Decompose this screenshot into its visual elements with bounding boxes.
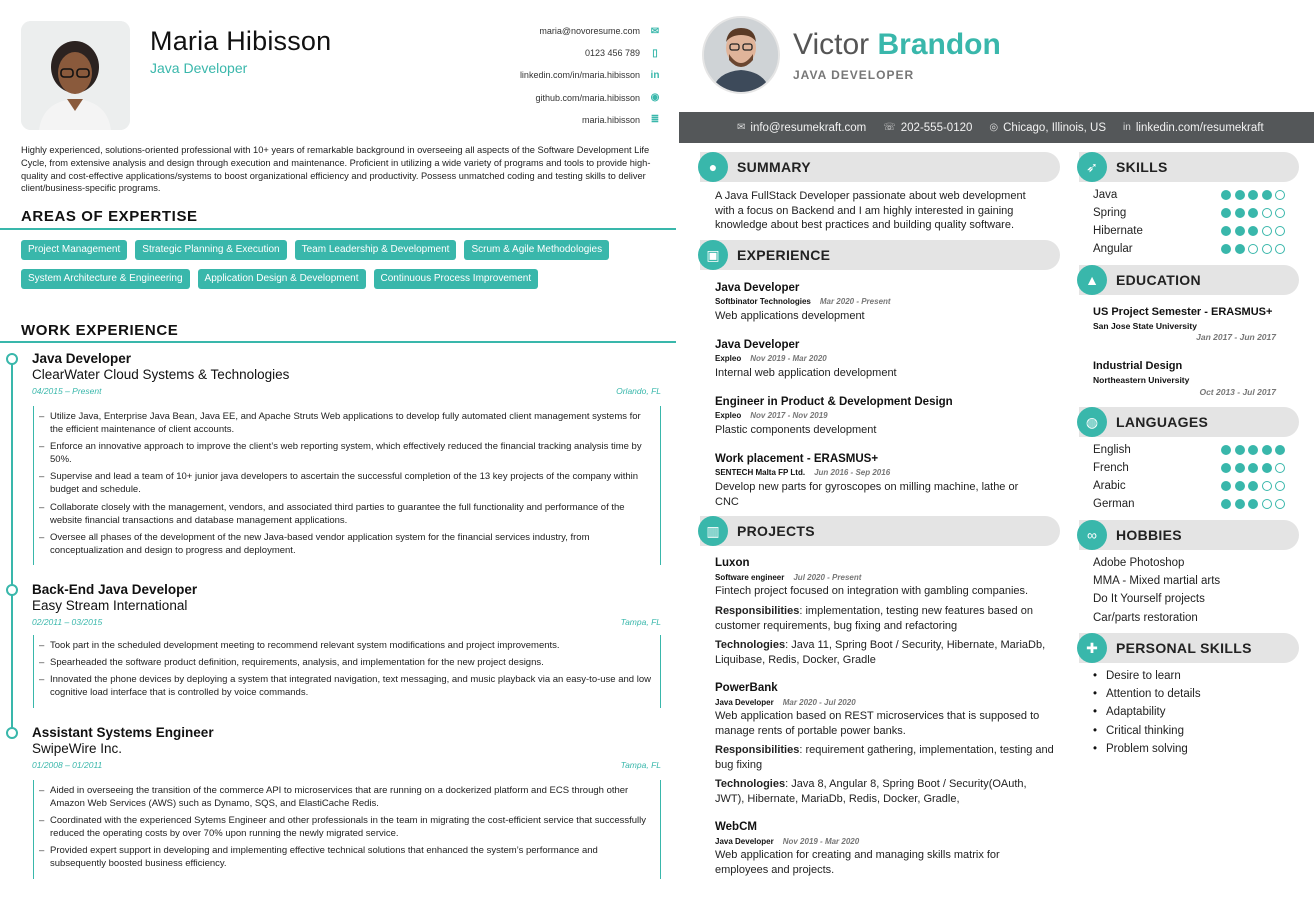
experience-company: SENTECH Malta FP Ltd. [715,468,806,477]
experience-company: Softbinator Technologies [715,297,811,306]
language-rating [1218,463,1285,473]
profile-photo [702,16,780,94]
timeline-dot [6,727,18,739]
rating-dot-filled [1235,244,1245,254]
experience-section-header [700,240,1060,270]
language-name: French [1093,462,1129,474]
rating-dot-filled [1248,463,1258,473]
puzzle-icon: ✚ [1077,633,1107,663]
personal-skill-item: • Attention to details [1093,685,1293,703]
project-dates: Mar 2020 - Jul 2020 [782,698,856,707]
rating-dot-filled [1262,445,1272,455]
expertise-tag: Application Design & Development [198,269,366,289]
education-school: San Jose State University [1093,321,1197,331]
language-name: German [1093,498,1135,510]
project-meta [715,698,856,707]
job-bullets [33,635,661,708]
project-desc: Web application for creating and managing skills matrix for employees and projects. [715,849,1000,876]
expertise-row-2 [21,269,671,289]
expertise-tag: Continuous Process Improvement [374,269,539,289]
skill-rating [1218,244,1285,254]
experience-meta [715,297,891,306]
job-bullets [33,780,661,879]
contact-linkedin[interactable] [1123,122,1264,134]
skill-name: Spring [1093,207,1127,219]
bicycle-icon: ∞ [1077,520,1107,550]
skill-rating [1218,226,1285,236]
job-bullets [33,406,661,565]
project-technologies [715,638,1055,667]
location-icon: ◎ [989,122,999,133]
contact-phone[interactable] [883,122,972,134]
rating-dot-filled [1262,190,1272,200]
job-company: SwipeWire Inc. [32,741,123,756]
project-name: PowerBank [715,682,778,694]
experience-meta [715,411,828,420]
skill-name: Angular [1093,243,1133,255]
project-role: Software engineer [715,573,785,582]
rating-dot-empty [1262,208,1272,218]
experience-title: Engineer in Product & Development Design [715,396,953,408]
experience-meta [715,354,827,363]
contact-stackoverflow-text: maria.hibisson [581,114,640,125]
personal-skill-item: • Desire to learn [1093,667,1293,685]
github-icon: ◉ [650,92,660,104]
section-title: EXPERIENCE [737,247,831,263]
job-bullet: – Aided in overseeing the transition of the commerce API to microservices that are running on a dockerized platform and ECS through other Amazon Web Services (AWS) such as Dynamo, SQS, and ElastiCache Redis. [50,784,654,810]
summary-text: Highly experienced, solutions-oriented professional with 10+ years of remarkable background in overseeing all aspects of the Software Development Life Cycle, from extensive analysis and design through execution and maintenance. Proficient in utilizing a wide variety of programs and tools to provide high-quality and cost-effective applications/systems to boost organizational efficiency and productivity. Possess unmatched coding and testing skills to deliver client/business-specific programs. [21,145,651,194]
skill-rating [1218,190,1285,200]
job-bullet: – Innovated the phone devices by deploying a system that integrated navigation, text messaging, and music playback via an easy-to-use and low cognitive load interface that is controlled by voice commands. [50,673,654,699]
timeline-line [11,360,13,738]
project-meta [715,837,859,846]
education-dates: Jan 2017 - Jun 2017 [1196,332,1276,342]
job-title: Assistant Systems Engineer [32,725,214,740]
experience-company: Expleo [715,411,742,420]
linkedin-icon: in [650,69,660,81]
rating-dot-empty [1262,481,1272,491]
rating-dot-filled [1262,463,1272,473]
rating-dot-filled [1221,226,1231,236]
education-dates: Oct 2013 - Jul 2017 [1199,387,1276,397]
briefcase-icon: ▣ [698,240,728,270]
language-row [1093,495,1285,513]
responsibilities-label: Responsibilities [715,605,800,617]
expertise-tag: System Architecture & Engineering [21,269,190,289]
phone-icon: ☏ [883,122,896,133]
rating-dot-filled [1235,445,1245,455]
rating-dot-filled [1235,463,1245,473]
project-responsibilities [715,743,1055,772]
expertise-heading: AREAS OF EXPERTISE [21,208,198,225]
job-location: Orlando, FL [616,386,661,396]
language-name: Arabic [1093,480,1126,492]
personal-skills-section-header [1079,633,1299,663]
contact-email-text: info@resumekraft.com [750,121,867,134]
hobby-item: Do It Yourself projects [1093,593,1205,606]
contact-stackoverflow[interactable] [442,109,662,131]
last-name: Brandon [877,28,1001,61]
education-title: Industrial Design [1093,360,1183,372]
hobbies-section-header [1079,520,1299,550]
rating-dot-empty [1262,499,1272,509]
rating-dot-empty [1275,244,1285,254]
rating-dot-filled [1248,499,1258,509]
job-dates: 02/2011 – 03/2015 [32,617,103,627]
first-name: Victor [793,28,870,61]
expertise-rule [0,228,676,230]
experience-dates: Mar 2020 - Present [819,297,891,306]
experience-dates: Jun 2016 - Sep 2016 [814,468,891,477]
section-title: LANGUAGES [1116,414,1209,430]
skill-row [1093,204,1285,222]
rating-dot-filled [1221,499,1231,509]
technologies-text: : Java 11, Spring Boot / Security, Hibernate, MariaDb, Liquibase, Redis, Docker, Gradle [715,639,1046,666]
profile-photo [21,21,130,130]
skills-section-header [1079,152,1299,182]
linkedin-icon: in [1123,122,1131,133]
section-title: PROJECTS [737,523,815,539]
language-row [1093,459,1285,477]
right-resume [679,0,1314,898]
rating-dot-empty [1262,244,1272,254]
rating-dot-filled [1235,190,1245,200]
job-bullet: – Spearheaded the software product definition, requirements, analysis, and implementation for the new project designs. [50,656,654,669]
contact-github-text: github.com/maria.hibisson [535,92,640,103]
skill-row [1093,240,1285,258]
rating-dot-filled [1248,190,1258,200]
rating-dot-empty [1275,463,1285,473]
rating-dot-filled [1248,208,1258,218]
personal-skills-list [1093,667,1293,758]
rating-dot-empty [1275,499,1285,509]
experience-desc: Plastic components development [715,424,877,436]
section-title: PERSONAL SKILLS [1116,640,1252,656]
job-title: Back-End Java Developer [32,582,198,597]
technologies-label: Technologies [715,778,786,790]
language-rating [1218,445,1285,455]
rating-dot-empty [1275,190,1285,200]
candidate-name [793,28,1001,62]
section-title: SUMMARY [737,159,811,175]
project-dates: Nov 2019 - Mar 2020 [782,837,860,846]
skill-row [1093,222,1285,240]
job-bullet: – Enforce an innovative approach to improve the client’s web reporting system, which effectively reduced the financial tracking analysis time by 50%. [50,440,654,466]
contact-phone-text: 0123 456 789 [584,48,640,59]
summary-text: A Java FullStack Developer passionate about web development with a focus on Backend and I am highly interested in gaining knowledge about best practices and building quality software. [715,190,1026,231]
user-icon: ● [698,152,728,182]
experience-company: Expleo [715,354,742,363]
job-company: ClearWater Cloud Systems & Technologies [32,367,290,382]
stackoverflow-icon: ≣ [650,114,660,126]
contact-bar [679,112,1314,143]
personal-skill-item: • Adaptability [1093,703,1293,721]
expertise-tags [21,240,671,298]
email-icon: ✉ [650,25,660,37]
experience-dates: Nov 2019 - Mar 2020 [750,354,827,363]
expertise-row-1 [21,240,671,260]
experience-title: Java Developer [715,282,800,294]
rating-dot-filled [1221,208,1231,218]
job-location: Tampa, FL [620,617,661,627]
project-technologies [715,777,1055,806]
project-name: Luxon [715,557,750,569]
contact-linkedin-text: linkedin.com/resumekraft [1135,121,1264,134]
rating-dot-filled [1235,208,1245,218]
contact-github[interactable] [442,87,662,109]
expertise-tag: Strategic Planning & Execution [135,240,286,260]
rating-dot-filled [1221,481,1231,491]
job-title: Java Developer [32,351,132,366]
rating-dot-empty [1275,481,1285,491]
candidate-title: JAVA DEVELOPER [793,68,915,82]
timeline-dot [6,353,18,365]
job-company: Easy Stream International [32,598,188,613]
project-desc: Web application based on REST microservices that is supposed to manage rents of portable power banks. [715,710,1040,737]
candidate-name: Maria Hibisson [150,26,332,56]
rating-dot-filled [1221,445,1231,455]
job-dates: 04/2015 – Present [32,386,102,396]
contact-list [442,20,662,131]
section-title: HOBBIES [1116,527,1182,543]
contact-location[interactable] [989,122,1106,134]
technologies-text: : Java 8, Angular 8, Spring Boot / Security(OAuth, JWT), Hibernate, MariaDb, Redis, Docker, Gradle, [715,778,1027,805]
experience-title: Work placement - ERASMUS+ [715,453,879,465]
rating-dot-filled [1221,244,1231,254]
work-heading: WORK EXPERIENCE [21,322,179,339]
skill-name: Java [1093,189,1118,201]
rating-dot-filled [1235,499,1245,509]
contact-phone-text: 202-555-0120 [900,121,973,134]
experience-title: Java Developer [715,339,800,351]
education-title: US Project Semester - ERASMUS+ [1093,306,1273,318]
rating-dot-filled [1275,445,1285,455]
language-rating [1218,499,1285,509]
contact-location-text: Chicago, Illinois, US [1003,121,1107,134]
contact-email-text: maria@novoresume.com [539,26,640,37]
section-title: EDUCATION [1116,272,1201,288]
language-name: English [1093,444,1131,456]
responsibilities-text: : requirement gathering, implementation, testing and bug fixing [715,744,1054,771]
personal-skill-item: • Problem solving [1093,740,1293,758]
language-rating [1218,481,1285,491]
job-bullet: – Oversee all phases of the development of the new Java-based vendor application system for the financial services industry, from conceptualization and design to progress and deployment. [50,531,654,557]
responsibilities-label: Responsibilities [715,744,800,756]
skill-rating [1218,208,1285,218]
project-desc: Fintech project focused on integration with gambling companies. [715,585,1029,597]
job-bullet: – Utilize Java, Enterprise Java Bean, Java EE, and Apache Struts Web applications to develop fully automated client management systems for the efficient maintenance of client accounts. [50,410,654,436]
job-location: Tampa, FL [620,760,661,770]
contact-phone[interactable] [442,42,662,64]
hobby-item: Car/parts restoration [1093,611,1198,624]
rating-dot-filled [1248,481,1258,491]
experience-desc: Web applications development [715,310,865,322]
contact-linkedin[interactable] [442,64,662,86]
rating-dot-empty [1275,208,1285,218]
experience-meta [715,468,890,477]
expertise-tag: Scrum & Agile Methodologies [464,240,609,260]
hobbies-list [1093,554,1293,627]
job-bullet: – Coordinated with the experienced Sytems Engineer and other professionals in the team in migrating the cost-efficient service that successfully reduced the operating costs by over 70% upon running the newly migrated service. [50,814,654,840]
experience-desc: Develop new parts for gyroscopes on milling machine, lathe or CNC [715,481,1019,508]
contact-email[interactable] [737,122,866,134]
contact-email[interactable] [442,20,662,42]
education-section-header [1079,265,1299,295]
language-row [1093,477,1285,495]
job-bullet: – Collaborate closely with the management, vendors, and associated third parties to guarantee the full functionality and performance of the website financial transactions and database management applications. [50,501,654,527]
work-rule [0,341,676,343]
rating-dot-filled [1248,445,1258,455]
hobby-item: Adobe Photoshop [1093,557,1185,569]
globe-icon: ◍ [1077,407,1107,437]
phone-icon: ▯ [652,47,658,59]
rating-dot-empty [1248,244,1258,254]
expertise-tag: Team Leadership & Development [295,240,457,260]
job-bullet: – Provided expert support in developing and implementing effective technical solutions that enhanced the system’s performance and subsequently boosted business efficiency. [50,844,654,870]
rating-dot-filled [1248,226,1258,236]
project-meta [715,573,861,582]
rating-dot-filled [1221,463,1231,473]
projects-section-header [700,516,1060,546]
experience-dates: Nov 2017 - Nov 2019 [750,411,828,420]
responsibilities-text: : implementation, testing new features based on customer requirements, bug fixing and refactoring [715,605,1033,632]
rating-dot-filled [1221,190,1231,200]
skill-row [1093,186,1285,204]
section-title: SKILLS [1116,159,1168,175]
personal-skill-item: • Critical thinking [1093,722,1293,740]
project-name: WebCM [715,821,757,833]
email-icon: ✉ [737,122,746,133]
project-dates: Jul 2020 - Present [793,573,862,582]
job-bullet: – Supervise and lead a team of 10+ junior java developers to ascertain the successful completion of the 13 key projects of the company within budget and schedule. [50,470,654,496]
hobby-item: MMA - Mixed martial arts [1093,575,1221,588]
rating-dot-empty [1262,226,1272,236]
experience-desc: Internal web application development [715,367,897,379]
language-row [1093,441,1285,459]
education-school: Northeastern University [1093,375,1190,385]
job-dates: 01/2008 – 01/2011 [32,760,103,770]
contact-linkedin-text: linkedin.com/in/maria.hibisson [519,70,640,81]
rating-dot-filled [1235,226,1245,236]
rating-dot-empty [1275,226,1285,236]
graduation-cap-icon: ▲ [1077,265,1107,295]
project-responsibilities [715,604,1055,633]
candidate-title: Java Developer [150,60,248,76]
chart-icon: ▥ [698,516,728,546]
project-role: Java Developer [715,698,774,707]
technologies-label: Technologies [715,639,786,651]
job-bullet: – Took part in the scheduled development meeting to recommend relevant system modifications and project improvements. [50,639,654,652]
expertise-tag: Project Management [21,240,127,260]
skill-name: Hibernate [1093,225,1143,237]
project-role: Java Developer [715,837,774,846]
rating-dot-filled [1235,481,1245,491]
languages-section-header [1079,407,1299,437]
timeline-dot [6,584,18,596]
rocket-icon: ➶ [1077,152,1107,182]
summary-section-header [700,152,1060,182]
